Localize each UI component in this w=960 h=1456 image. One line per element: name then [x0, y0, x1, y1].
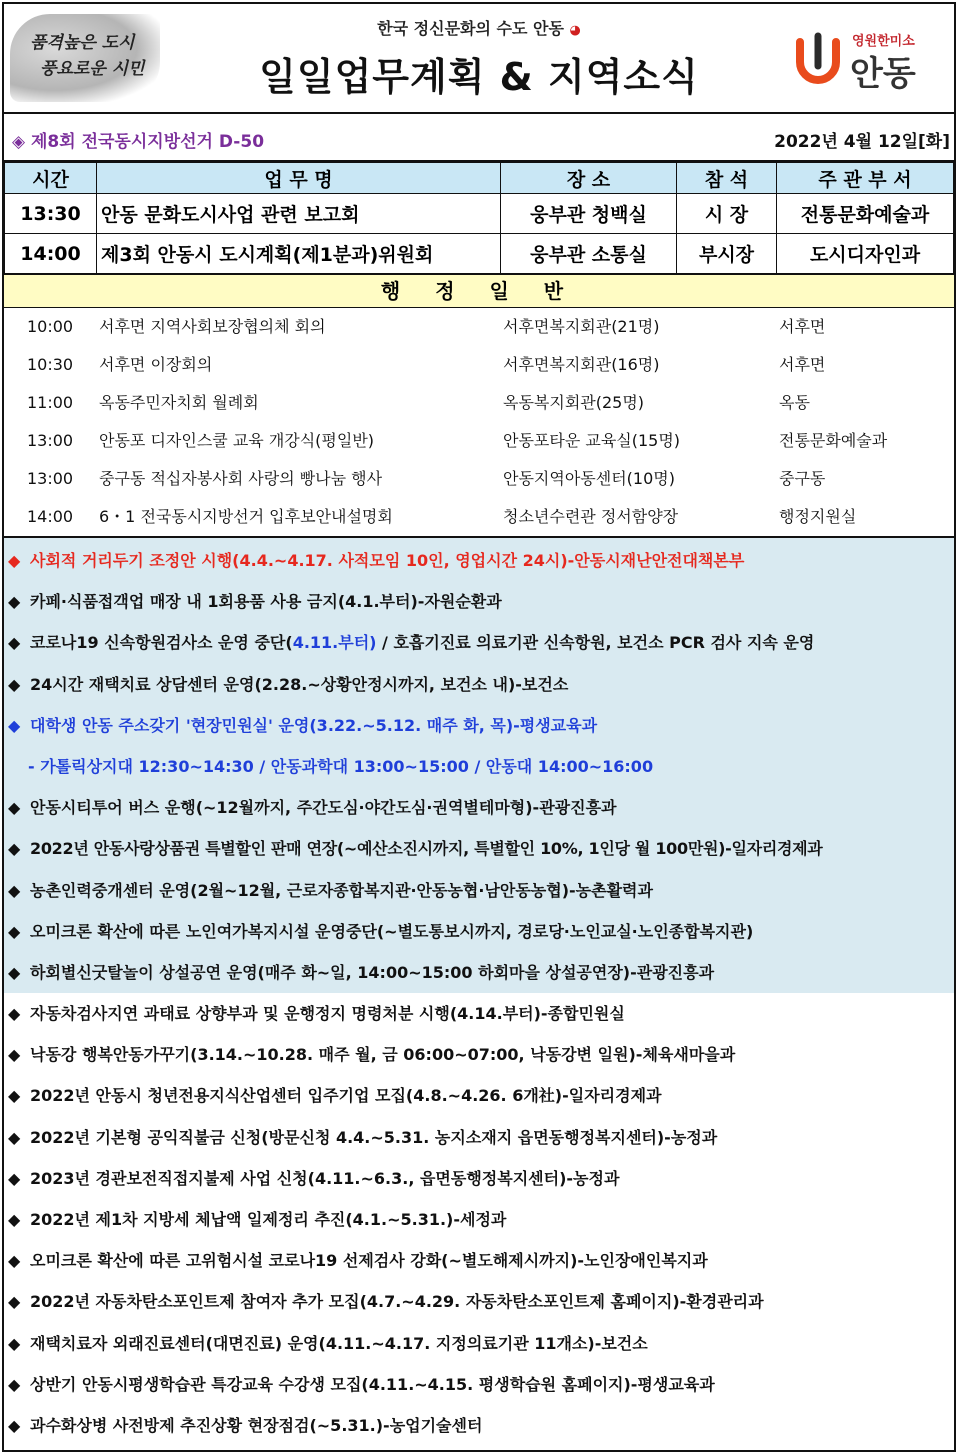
news-text: 낙동강 행복안동가꾸기(3.14.~10.28. 매주 월, 금 06:00~07:00, 낙동강변 일원)-체육새마을과 [30, 1045, 736, 1065]
city-logo [792, 26, 932, 96]
admin-time: 13:00 [27, 469, 74, 488]
diamond-bullet-icon: ◆ [8, 592, 21, 612]
admin-time: 13:00 [27, 431, 74, 450]
col-header-attend: 참 석 [677, 163, 777, 194]
admin-time: 10:30 [27, 355, 74, 374]
admin-dept: 서후면 [779, 317, 826, 336]
subtitle-text: 한국 정신문화의 수도 안동 [377, 19, 564, 38]
admin-dept: 서후면 [779, 355, 826, 374]
eye-icon: ◕ [569, 23, 581, 38]
news-text: 대학생 안동 주소갖기 '현장민원실' 운영(3.22.~5.12. 매주 화, 목)-평생교육과 [30, 715, 598, 735]
cell-place: 웅부관 청백실 [501, 194, 677, 234]
admin-dept: 전통문화예술과 [779, 431, 888, 450]
admin-place: 서후면복지회관(16명) [503, 355, 660, 374]
schedule-header-row [5, 163, 954, 194]
admin-task: 서후면 지역사회보장협의체 회의 [99, 317, 326, 336]
news-text: 2022년 안동사랑상품권 특별할인 판매 연장(~예산소진시까지, 특별할인 10%, 1인당 월 100만원)-일자리경제과 [30, 839, 823, 859]
col-header-dept: 주 관 부 서 [777, 163, 954, 194]
cell-time: 14:00 [5, 234, 97, 274]
col-header-time: 시간 [5, 163, 97, 194]
news-text: 2022년 기본형 공익직불금 신청(방문신청 4.4.~5.31. 농지소재지 읍면동행정복지센터)-농정과 [30, 1127, 718, 1147]
news-plain [4, 993, 954, 1446]
page-title: 일일업무계획 & 지역소식 [259, 55, 699, 99]
news-item [4, 746, 954, 787]
cell-place: 웅부관 소통실 [501, 234, 677, 274]
news-item [4, 1240, 954, 1281]
news-item [4, 911, 954, 952]
diamond-bullet-icon: ◆ [8, 1333, 21, 1353]
news-text: 하회별신굿탈놀이 상설공연 운영(매주 화~일, 14:00~15:00 하회마을 상설공연장)-관광진흥과 [30, 962, 715, 982]
news-highlighted [4, 538, 954, 993]
news-item [4, 1281, 954, 1322]
news-item [4, 952, 954, 993]
news-text: 코로나19 신속항원검사소 운영 중단( [30, 633, 293, 653]
cell-attend: 부시장 [677, 234, 777, 274]
admin-time: 11:00 [27, 393, 74, 412]
news-text: 카페·식품접객업 매장 내 1회용품 사용 금지(4.1.부터)-자원순환과 [30, 592, 502, 612]
news-item [4, 1158, 954, 1199]
news-item [4, 705, 954, 746]
list-item [4, 308, 954, 346]
news-text: 오미크론 확산에 따른 고위험시설 코로나19 선제검사 강화(~별도해제시까지)-노인장애인복지과 [30, 1251, 708, 1271]
admin-dept: 행정지원실 [779, 507, 857, 526]
list-item [4, 498, 954, 536]
smile-logo-icon [792, 32, 844, 88]
news-text: 농촌인력중개센터 운영(2월~12월, 근로자종합복지관·안동농협·남안동농협)-농촌활력과 [30, 880, 653, 900]
info-bar [4, 114, 954, 162]
diamond-bullet-icon: ◆ [8, 962, 21, 982]
admin-place: 청소년수련관 정서함양장 [503, 507, 679, 526]
news-item [4, 622, 954, 663]
diamond-bullet-icon: ◆ [8, 1004, 21, 1024]
admin-task: 서후면 이장회의 [99, 355, 213, 374]
diamond-bullet-icon: ◆ [8, 1127, 21, 1147]
list-item [4, 346, 954, 384]
diamond-bullet-icon: ◆ [8, 1374, 21, 1394]
admin-time: 14:00 [27, 507, 74, 526]
news-item [4, 828, 954, 869]
admin-list [4, 308, 954, 536]
admin-heading: 행 정 일 반 [4, 274, 954, 308]
news-text: 과수화상병 사전방제 추진상황 현장점검(~5.31.)-농업기술센터 [30, 1415, 483, 1435]
slogan-line2: 풍요로운 시민 [40, 59, 145, 79]
news-item [4, 540, 954, 581]
news-text: 재택치료자 외래진료센터(대면진료) 운영(4.11.~4.17. 지정의료기관 11개소)-보건소 [30, 1333, 648, 1353]
admin-task: 안동포 디자인스쿨 교육 개강식(평일반) [99, 431, 375, 450]
news-text: 2023년 경관보전직접지불제 사업 신청(4.11.~6.3., 읍면동행정복지센터)-농정과 [30, 1168, 620, 1188]
table-row [5, 234, 954, 274]
news-text: 2022년 안동시 청년전용지식산업센터 입주기업 모집(4.8.~4.26. 6개社)-일자리경제과 [30, 1086, 662, 1106]
admin-place: 서후면복지회관(21명) [503, 317, 660, 336]
diamond-bullet-icon: ◆ [8, 880, 21, 900]
admin-task: 중구동 적십자봉사회 사랑의 빵나눔 행사 [99, 469, 383, 488]
diamond-bullet-icon: ◆ [8, 921, 21, 941]
table-row [5, 194, 954, 234]
news-text: 2022년 자동차탄소포인트제 참여자 추가 모집(4.7.~4.29. 자동차탄소포인트제 홈페이지)-환경관리과 [30, 1292, 764, 1312]
list-item [4, 422, 954, 460]
news-text: - 가톨릭상지대 12:30~14:30 / 안동과학대 13:00~15:00 / 안동대 14:00~16:00 [28, 756, 654, 776]
admin-dept: 옥동 [779, 393, 810, 412]
admin-time: 10:00 [27, 317, 74, 336]
admin-task: 6・1 전국동시지방선거 입후보안내설명회 [99, 507, 393, 526]
news-item [4, 581, 954, 622]
news-text: 오미크론 확산에 따른 노인여가복지시설 운영중단(~별도통보시까지, 경로당·노인교실·노인종합복지관) [30, 921, 754, 941]
news-item [4, 1199, 954, 1240]
cell-attend: 시 장 [677, 194, 777, 234]
news-text-highlight: 4.11.부터) [292, 633, 377, 653]
diamond-bullet-icon: ◆ [8, 1168, 21, 1188]
news-item [4, 1117, 954, 1158]
logo-subtext: 영원한미소 [852, 34, 915, 49]
news-item [4, 787, 954, 828]
news-item [4, 1323, 954, 1364]
diamond-bullet-icon: ◆ [8, 1292, 21, 1312]
diamond-bullet-icon: ◆ [8, 1210, 21, 1229]
diamond-bullet-icon: ◆ [8, 674, 21, 694]
diamond-bullet-icon: ◆ [8, 839, 21, 859]
diamond-bullet-icon: ◆ [8, 798, 21, 818]
news-item [4, 1034, 954, 1075]
news-text: 안동시티투어 버스 운행(~12월까지, 주간도심·야간도심·권역별테마형)-관광진흥과 [30, 798, 617, 818]
cell-dept: 전통문화예술과 [777, 194, 954, 234]
page-frame [2, 2, 956, 1452]
admin-place: 옥동복지회관(25명) [503, 393, 645, 412]
news-item [4, 870, 954, 911]
logo-name: 안동 [850, 54, 916, 94]
list-item [4, 460, 954, 498]
slogan-line1: 품격높은 도시 [30, 33, 135, 53]
admin-task: 옥동주민자치회 월례회 [99, 393, 259, 412]
election-countdown: ◈ 제8회 전국동시지방선거 D-50 [12, 132, 265, 152]
cell-task: 제3회 안동시 도시계획(제1분과)위원회 [97, 234, 501, 274]
diamond-bullet-icon: ◆ [8, 1251, 21, 1271]
news-text: 사회적 거리두기 조정안 시행(4.4.~4.17. 사적모임 10인, 영업시간 24시)-안동시재난안전대책본부 [30, 551, 745, 570]
diamond-bullet-icon: ◆ [8, 633, 21, 653]
news-item [4, 1405, 954, 1446]
news-text: / 호흡기진료 의료기관 신속항원, 보건소 PCR 검사 지속 운영 [376, 633, 815, 653]
cell-dept: 도시디자인과 [777, 234, 954, 274]
news-text: 자동차검사지연 과태료 상향부과 및 운행정지 명령처분 시행(4.14.부터)-종합민원실 [30, 1004, 625, 1024]
col-header-task: 업 무 명 [97, 163, 501, 194]
report-date: 2022년 4월 12일[화] [774, 132, 950, 152]
news-item [4, 993, 954, 1034]
news-item [4, 1364, 954, 1405]
col-header-place: 장 소 [501, 163, 677, 194]
schedule-table [4, 162, 954, 274]
news-text: 상반기 안동시평생학습관 특강교육 수강생 모집(4.11.~4.15. 평생학습원 홈페이지)-평생교육과 [30, 1374, 715, 1394]
diamond-bullet-icon: ◆ [8, 1415, 21, 1435]
admin-place: 안동포타운 교육실(15명) [503, 431, 681, 450]
admin-place: 안동지역아동센터(10명) [503, 469, 675, 488]
news-text: 24시간 재택치료 상담센터 운영(2.28.~상황안정시까지, 보건소 내)-보건소 [30, 674, 569, 694]
header [4, 4, 954, 114]
news-item [4, 664, 954, 705]
diamond-bullet-icon: ◆ [8, 1086, 21, 1106]
admin-dept: 중구동 [779, 469, 826, 488]
cell-time: 13:30 [5, 194, 97, 234]
diamond-bullet-icon: ◆ [8, 1045, 21, 1065]
cell-task: 안동 문화도시사업 관련 보고회 [97, 194, 501, 234]
news-item [4, 1075, 954, 1116]
list-item [4, 384, 954, 422]
diamond-bullet-icon: ◆ [8, 715, 21, 735]
diamond-bullet-icon: ◆ [8, 551, 21, 570]
news-text: 2022년 제1차 지방세 체납액 일제정리 추진(4.1.~5.31.)-세정과 [30, 1210, 507, 1229]
news-section [4, 536, 954, 1446]
